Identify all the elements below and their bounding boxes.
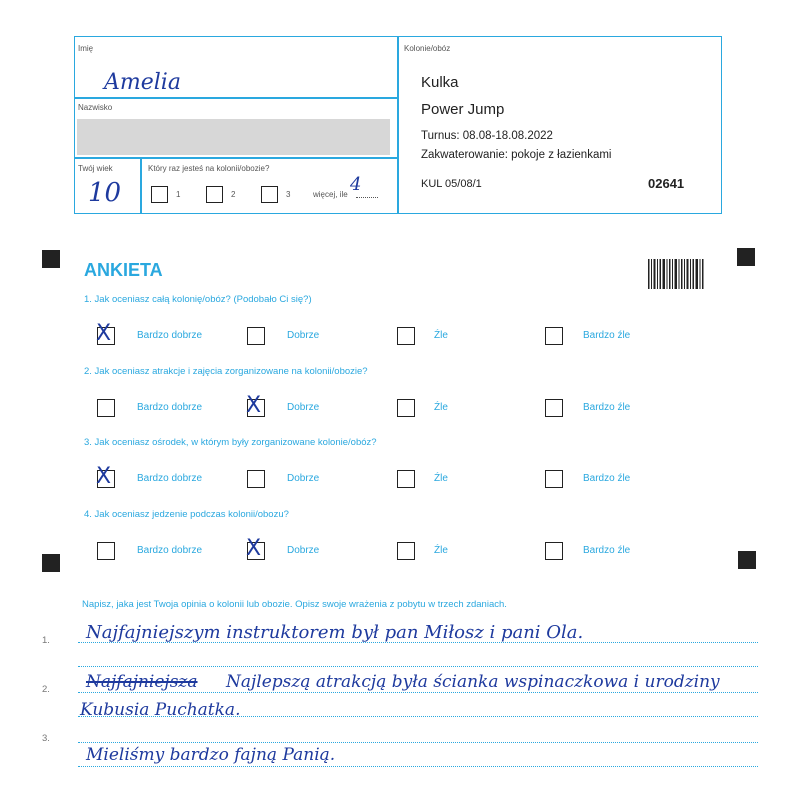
opinion-dotline-2: [78, 666, 758, 667]
opinion-struck-word: Najfajniejsza: [86, 672, 198, 692]
name-label: Imię: [78, 44, 94, 53]
age-label: Twój wiek: [78, 164, 113, 173]
question-1-option-1-label: Bardzo dobrze: [137, 330, 203, 341]
visit-option-2: 2: [231, 190, 236, 199]
question-4-option-3-checkbox[interactable]: [397, 542, 415, 560]
question-1-option-2-checkbox[interactable]: [247, 327, 265, 345]
barcode-graphic: [648, 259, 704, 289]
question-4-option-4-checkbox[interactable]: [545, 542, 563, 560]
opinion-dotline-5: [78, 742, 758, 743]
question-2-option-4-label: Bardzo źle: [583, 402, 631, 413]
camp-term: Turnus: 08.08-18.08.2022: [421, 130, 553, 142]
form-divider-vertical: [397, 36, 399, 214]
question-4-option-4-label: Bardzo źle: [583, 545, 631, 556]
camp-code: KUL 05/08/1: [421, 178, 482, 190]
surname-redaction: [77, 119, 390, 155]
question-4-option-1-label: Bardzo dobrze: [137, 545, 203, 556]
visit-checkbox-3[interactable]: [261, 186, 278, 203]
question-1-option-3-label: Źle: [434, 330, 448, 341]
name-value[interactable]: Amelia: [104, 70, 181, 95]
opinion-dotline-6: [78, 766, 758, 767]
check-mark-icon: X: [246, 536, 262, 561]
visit-checkbox-1[interactable]: [151, 186, 168, 203]
question-3-option-2-label: Dobrze: [287, 473, 320, 484]
opinion-answer-line-1[interactable]: Najfajniejszym instruktorem był pan Miłosz i pani Ola.: [86, 622, 584, 643]
question-1-text: 1. Jak oceniasz całą kolonię/obóz? (Podobało Ci się?): [84, 294, 312, 305]
opinion-line-number-1: 1.: [42, 635, 50, 646]
form-divider-surname: [74, 157, 398, 159]
registration-marker-bottom-left: [42, 554, 60, 572]
opinion-line-number-3: 3.: [42, 733, 50, 744]
question-3-option-3-label: Źle: [434, 473, 448, 484]
question-2-option-1-checkbox[interactable]: [97, 399, 115, 417]
question-3-option-4-checkbox[interactable]: [545, 470, 563, 488]
question-2-option-3-checkbox[interactable]: [397, 399, 415, 417]
question-2-option-2-label: Dobrze: [287, 402, 320, 413]
question-2-option-2-checkbox[interactable]: [246, 393, 265, 418]
question-3-option-2-checkbox[interactable]: [247, 470, 265, 488]
check-mark-icon: X: [246, 393, 262, 418]
age-value[interactable]: 10: [88, 178, 122, 208]
question-3-option-1-checkbox[interactable]: [96, 464, 115, 489]
question-4-option-2-checkbox[interactable]: [246, 536, 265, 561]
question-3-option-3-checkbox[interactable]: [397, 470, 415, 488]
question-1-option-4-checkbox[interactable]: [545, 327, 563, 345]
question-1-option-1-checkbox[interactable]: [96, 321, 115, 346]
question-4-text: 4. Jak oceniasz jedzenie podczas kolonii/obozu?: [84, 509, 289, 520]
question-3-text: 3. Jak oceniasz ośrodek, w którym były zorganizowane kolonie/obóz?: [84, 437, 377, 448]
surname-label: Nazwisko: [78, 103, 113, 112]
registration-marker-top-left: [42, 250, 60, 268]
question-1-option-4-label: Bardzo źle: [583, 330, 631, 341]
question-3-option-1-label: Bardzo dobrze: [137, 473, 203, 484]
opinion-dotline-3: [78, 692, 758, 693]
opinion-answer-line-2[interactable]: Najlepszą atrakcją była ścianka wspinaczkowa i urodziny: [226, 672, 720, 692]
question-1-option-3-checkbox[interactable]: [397, 327, 415, 345]
question-2-option-1-label: Bardzo dobrze: [137, 402, 203, 413]
opinion-answer-line-3[interactable]: Mieliśmy bardzo fajną Panią.: [86, 745, 336, 765]
more-value[interactable]: 4: [350, 174, 362, 195]
camp-name: Kulka: [421, 74, 459, 91]
camp-accommodation: Zakwaterowanie: pokoje z łazienkami: [421, 149, 612, 161]
question-2-option-3-label: Źle: [434, 402, 448, 413]
check-mark-icon: X: [96, 464, 112, 489]
camp-program: Power Jump: [421, 101, 505, 118]
question-2-text: 2. Jak oceniasz atrakcje i zajęcia zorganizowane na kolonii/obozie?: [84, 366, 368, 377]
registration-marker-bottom-right: [738, 551, 756, 569]
form-divider-age: [140, 157, 142, 214]
question-4-option-3-label: Źle: [434, 545, 448, 556]
more-label: więcej, ile: [313, 190, 348, 199]
camp-label: Kolonie/obóz: [404, 44, 451, 53]
survey-title: ANKIETA: [84, 260, 163, 280]
opinion-prompt: Napisz, jaka jest Twoja opinia o kolonii lub obozie. Opisz swoje wrażenia z pobytu w trzech zdaniach.: [82, 599, 507, 610]
visit-option-1: 1: [176, 190, 181, 199]
question-4-option-2-label: Dobrze: [287, 545, 320, 556]
camp-number: 02641: [648, 176, 685, 191]
visit-option-3: 3: [286, 190, 291, 199]
opinion-answer-line-2-cont[interactable]: Kubusia Puchatka.: [80, 700, 241, 720]
question-3-option-4-label: Bardzo źle: [583, 473, 631, 484]
visits-label: Który raz jesteś na kolonii/obozie?: [148, 164, 270, 173]
check-mark-icon: X: [96, 321, 112, 346]
question-1-option-2-label: Dobrze: [287, 330, 320, 341]
opinion-line-number-2: 2.: [42, 684, 50, 695]
question-4-option-1-checkbox[interactable]: [97, 542, 115, 560]
visit-checkbox-2[interactable]: [206, 186, 223, 203]
more-dotline: [356, 197, 378, 198]
registration-marker-top-right: [737, 248, 755, 266]
question-2-option-4-checkbox[interactable]: [545, 399, 563, 417]
form-divider-name: [74, 97, 398, 99]
